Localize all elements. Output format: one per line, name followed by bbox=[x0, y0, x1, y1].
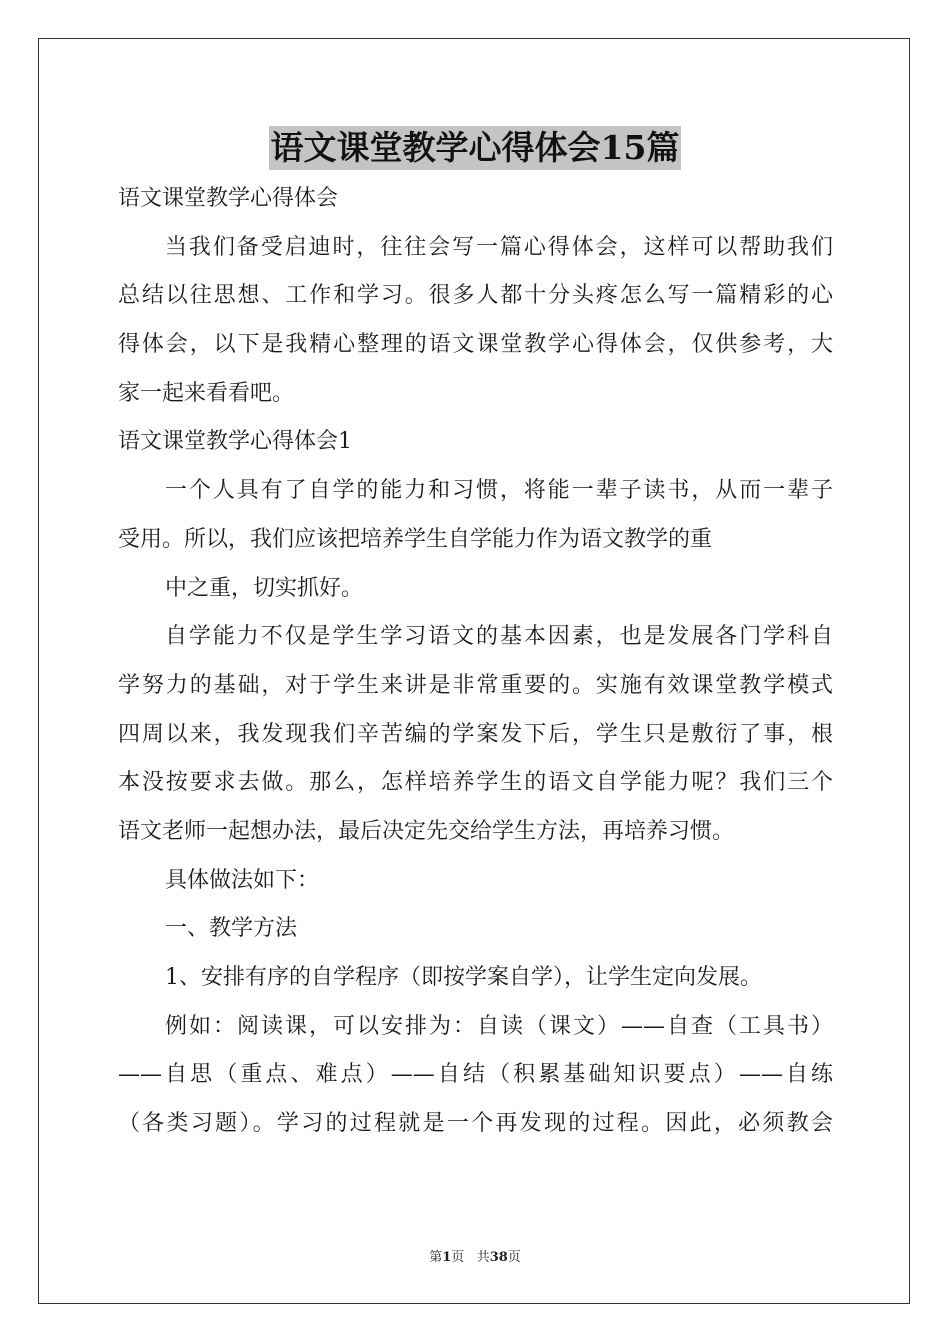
paragraph-line: 语文老师一起想办法，最后决定先交给学生方法，再培养习惯。 bbox=[118, 818, 735, 844]
subheading: 一、教学方法 bbox=[165, 916, 298, 942]
page-suffix: 页 bbox=[451, 1250, 465, 1265]
total-pages: 38 bbox=[489, 1250, 508, 1265]
paragraph-line: 本没按要求去做。那么，怎样培养学生的语文自学能力呢？我们三个 bbox=[118, 770, 833, 796]
paragraph-line: 受用。所以，我们应该把培养学生自学能力作为语文教学的重 bbox=[118, 526, 713, 552]
paragraph-line: 1、安排有序的自学程序（即按学案自学），让学生定向发展。 bbox=[165, 965, 762, 990]
paragraph-line: （各类习题）。学习的过程就是一个再发现的过程。因此，必须教会 bbox=[118, 1111, 833, 1137]
section-heading: 语文课堂教学心得体会1 bbox=[118, 429, 352, 455]
paragraph-line: 自学能力不仅是学生学习语文的基本因素，也是发展各门学科自 bbox=[165, 624, 833, 650]
paragraph-line: 例如：阅读课，可以安排为：自读（课文）——自查（工具书） bbox=[165, 1013, 833, 1039]
paragraph-line: 具体做法如下： bbox=[165, 867, 320, 893]
paragraph-line: 家一起来看看吧。 bbox=[118, 380, 295, 406]
total-prefix: 共 bbox=[476, 1250, 490, 1265]
paragraph-line: 中之重，切实抓好。 bbox=[165, 575, 364, 601]
document-title-text: 语文课堂教学心得体会15篇 bbox=[269, 126, 682, 170]
section-heading: 语文课堂教学心得体会 bbox=[118, 186, 339, 211]
paragraph-line: 当我们备受启迪时，往往会写一篇心得体会，这样可以帮助我们 bbox=[165, 234, 833, 260]
total-suffix: 页 bbox=[507, 1250, 521, 1265]
document-title bbox=[0, 126, 950, 170]
paragraph-line: 得体会，以下是我精心整理的语文课堂教学心得体会，仅供参考，大 bbox=[118, 332, 833, 358]
paragraph-line: 四周以来，我发现我们辛苦编的学案发下后，学生只是敷衍了事，根 bbox=[118, 721, 833, 747]
page-prefix: 第 bbox=[429, 1250, 443, 1265]
document-body bbox=[118, 175, 833, 1149]
paragraph-line: 总结以往思想、工作和学习。很多人都十分头疼怎么写一篇精彩的心 bbox=[118, 283, 833, 309]
page-footer bbox=[0, 1246, 950, 1265]
page-number: 1 bbox=[442, 1250, 452, 1265]
paragraph-line: ——自思（重点、难点）——自结（积累基础知识要点）——自练 bbox=[118, 1062, 833, 1088]
paragraph-line: 学努力的基础，对于学生来讲是非常重要的。实施有效课堂教学模式 bbox=[118, 672, 833, 698]
paragraph-line: 一个人具有了自学的能力和习惯，将能一辈子读书，从而一辈子 bbox=[165, 478, 833, 504]
